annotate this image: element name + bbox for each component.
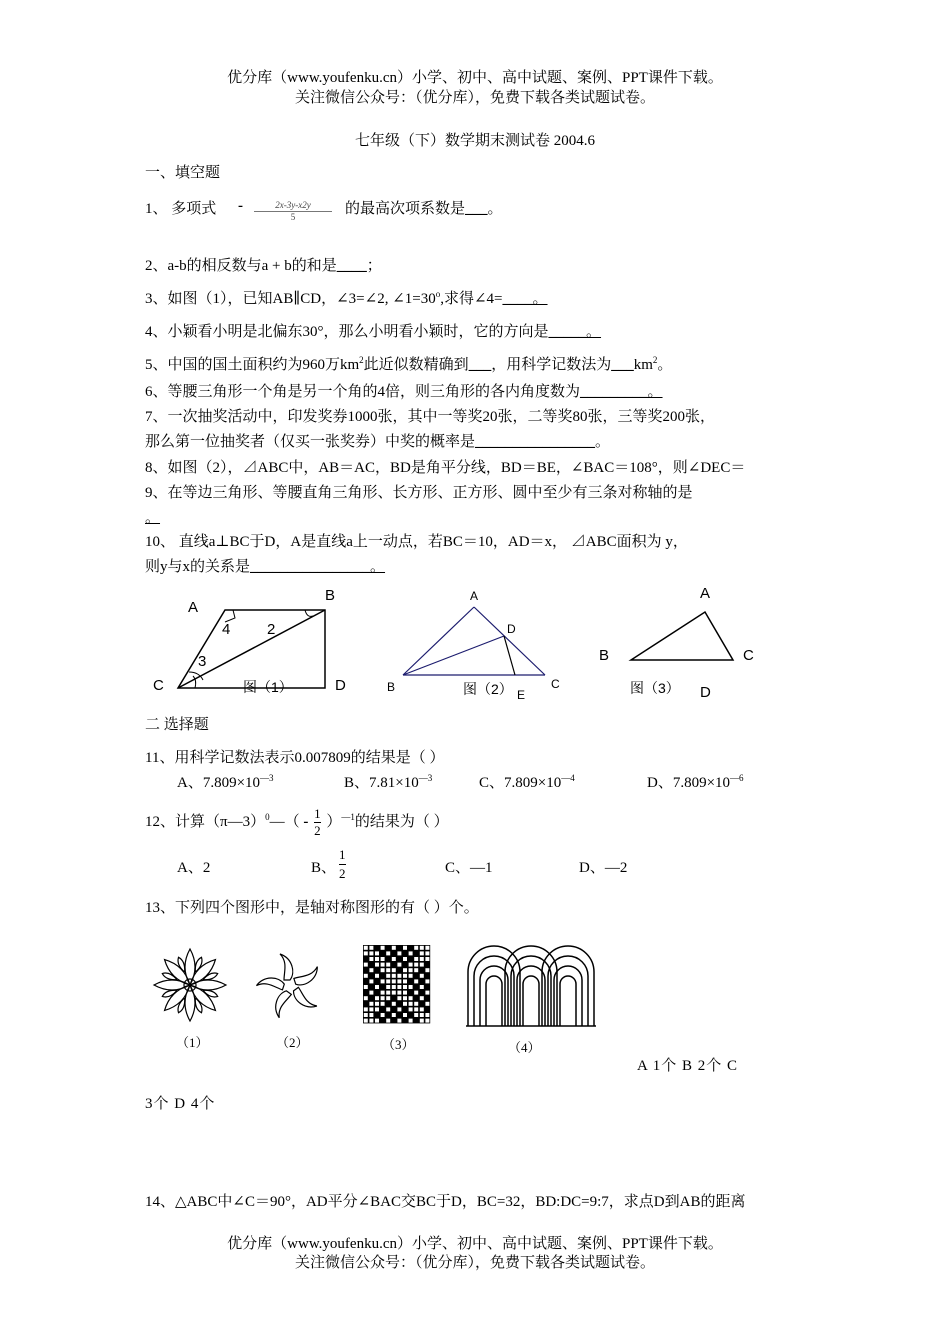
grid-cell [414, 946, 418, 950]
grid-cell [414, 957, 418, 961]
pinwheel-blade [280, 954, 293, 980]
q13-caption-1: （1） [176, 1035, 209, 1050]
fig2-label-B: B [387, 680, 396, 694]
grid-cell [392, 979, 396, 983]
figure-1 [145, 580, 365, 705]
grid-cell [403, 985, 407, 989]
grid-cell [369, 1013, 373, 1017]
grid-cell [414, 1007, 418, 1011]
grid-cell [425, 951, 429, 955]
question-2: 2、a-b的相反数与a + b的和是____； [145, 258, 382, 274]
grid-cell [409, 1007, 413, 1011]
grid-cell [369, 991, 373, 995]
q13-caption-4: （4） [508, 1040, 541, 1055]
fig3-label-C: C [743, 647, 754, 664]
arch-line [560, 976, 576, 1026]
fig1-label-D: D [335, 677, 346, 694]
grid-cell [364, 1013, 368, 1017]
grid-cell [414, 963, 418, 967]
grid-cell [369, 979, 373, 983]
header-line1: 优分库（www.youfenku.cn）小学、初中、高中试题、案例、PPT课件下载。 [227, 70, 723, 86]
fig2-side-AC [474, 607, 545, 675]
grid-cell [386, 991, 390, 995]
grid-cell [392, 968, 396, 972]
grid-cell [420, 974, 424, 978]
grid-cell [403, 1013, 407, 1017]
grid-cell [403, 991, 407, 995]
grid-cell [420, 1007, 424, 1011]
q12-option-a: A、2 [177, 860, 211, 876]
grid-cell [381, 963, 385, 967]
grid-cell [397, 1019, 401, 1023]
question-4: 4、小颖看小明是北偏东30°，那么小明看小颖时，它的方向是_____。 [145, 324, 602, 340]
fig1-angle2-mark [305, 610, 313, 616]
grid-cell [420, 951, 424, 955]
grid-cell [403, 946, 407, 950]
question-7-line1: 7、一次抽奖活动中，印发奖券1000张，其中一等奖20张，二等奖80张，三等奖200张， [145, 409, 716, 425]
question-8: 8、如图（2），⊿ABC中，AB＝AC，BD是角平分线，BD＝BE，∠BAC＝108°，则∠DEC＝ [145, 460, 746, 476]
q1-fraction: 2x-3y-x2y 5 [254, 200, 332, 222]
arch-line [468, 946, 520, 1026]
fig1-caption: 图（1） [243, 679, 293, 695]
grid-cell [409, 1019, 413, 1023]
grid-cell [364, 946, 368, 950]
grid-cell [369, 1019, 373, 1023]
section-choice: 二 选择题 [145, 717, 209, 733]
grid-cell [409, 996, 413, 1000]
grid-cell [420, 957, 424, 961]
question-7-line2: 那么第一位抽奖者（仅买一张奖券）中奖的概率是________________。 [145, 434, 611, 450]
q13-caption-2: （2） [276, 1035, 309, 1050]
grid-cell [425, 991, 429, 995]
grid-cell [397, 985, 401, 989]
footer-line1: 优分库（www.youfenku.cn）小学、初中、高中试题、案例、PPT课件下载。 [227, 1236, 723, 1252]
fig2-label-D: D [507, 622, 516, 636]
grid-cell [375, 974, 379, 978]
question-9-line2: 。 [145, 510, 161, 526]
grid-cell [409, 963, 413, 967]
grid-cell [403, 974, 407, 978]
grid-cell [425, 1013, 429, 1017]
fig2-label-E: E [517, 688, 526, 702]
q12-option-d: D、—2 [579, 860, 628, 876]
fig3-label-D: D [700, 684, 711, 701]
grid-cell [369, 968, 373, 972]
grid-cell [386, 968, 390, 972]
pinwheel-blade [256, 973, 285, 993]
grid-cell [403, 1002, 407, 1006]
grid-cell [425, 979, 429, 983]
grid-cell [381, 946, 385, 950]
pinwheel-blade [293, 967, 322, 987]
fig1-label-4: 4 [222, 621, 231, 638]
fig3-triangle [631, 612, 733, 660]
grid-cell [397, 991, 401, 995]
grid-cell [375, 1007, 379, 1011]
fig2-caption: 图（2） [463, 681, 513, 697]
q13-answers-line2: 3个 D 4个 [145, 1096, 216, 1112]
grid-cell [369, 1002, 373, 1006]
grid-cell [386, 1019, 390, 1023]
grid-cell [381, 1013, 385, 1017]
fig1-label-A: A [188, 599, 199, 616]
grid-cell [409, 1002, 413, 1006]
arch-line [517, 966, 545, 1026]
grid-background [363, 945, 430, 1023]
fig2-segment-DE [504, 636, 515, 675]
q13-figure-arches [466, 940, 596, 1030]
question-3: 3、如图（1），已知AB∥CD，∠3=∠2, $\angle 1=30^o$,求得∠4=____。 [145, 289, 548, 307]
grid-cell [381, 957, 385, 961]
q1-minus: - [238, 198, 243, 214]
q11-option-b: B、$7.81\times 10^{—3}$ [344, 773, 433, 791]
grid-cell [375, 951, 379, 955]
grid-cell [364, 951, 368, 955]
q12-option-b-fraction: 1 2 [339, 847, 346, 881]
grid-cell [409, 968, 413, 972]
q13-caption-3: （3） [382, 1037, 415, 1052]
grid-cell [381, 996, 385, 1000]
arch-line [505, 946, 557, 1026]
grid-cell [364, 985, 368, 989]
pinwheel-blade [269, 989, 295, 1018]
grid-cell [403, 968, 407, 972]
fig2-label-A: A [470, 589, 479, 603]
grid-cell [364, 1007, 368, 1011]
grid-cell [425, 968, 429, 972]
grid-cell [375, 985, 379, 989]
section-fill-in: 一、填空题 [145, 165, 221, 181]
grid-cell [414, 1013, 418, 1017]
fig2-side-AB [403, 607, 474, 675]
grid-cell [403, 957, 407, 961]
grid-cell [420, 996, 424, 1000]
q13-figure-grid-x [363, 945, 433, 1027]
arch-line [554, 966, 582, 1026]
grid-cell [381, 979, 385, 983]
footer-line2: 关注微信公众号：（优分库），免费下载各类试题试卷。 [294, 1255, 655, 1271]
grid-cell [420, 1013, 424, 1017]
grid-cell [381, 991, 385, 995]
question-6: 6、等腰三角形一个角是另一个角的4倍，则三角形的各内角度数为_________。 [145, 384, 663, 400]
q11-option-a: A、$7.809\times 10^{—3}$ [177, 773, 274, 791]
arch-line [523, 976, 539, 1026]
grid-cell [397, 974, 401, 978]
question-10-line1: 10、 直线a⊥BC于D，A是直线a上一动点，若BC＝10，AD＝x， ⊿ABC面积为 y， [145, 534, 688, 550]
grid-cell [392, 1002, 396, 1006]
grid-cell [397, 979, 401, 983]
q11-option-d: D、$7.809\times 10^{—6}$ [647, 773, 744, 791]
q13-answers-line1: A 1个 B 2个 C [637, 1058, 739, 1074]
grid-cell [397, 963, 401, 967]
grid-cell [420, 963, 424, 967]
grid-cell [381, 968, 385, 972]
grid-cell [386, 996, 390, 1000]
fig1-label-3: 3 [198, 653, 207, 670]
grid-cell [392, 1013, 396, 1017]
grid-cell [375, 1019, 379, 1023]
grid-cell [364, 1019, 368, 1023]
exam-title: 七年级（下）数学期末测试卷 2004.6 [354, 133, 595, 149]
grid-cell [420, 1019, 424, 1023]
grid-cell [420, 946, 424, 950]
question-10-line2: 则y与x的关系是________________。 [145, 559, 386, 575]
grid-cell [386, 963, 390, 967]
grid-cell [403, 996, 407, 1000]
grid-cell [425, 1019, 429, 1023]
grid-cell [392, 946, 396, 950]
grid-cell [414, 991, 418, 995]
question-11: 11、用科学记数法表示0.007809的结果是（ ） [145, 750, 445, 766]
fig1-label-B: B [325, 587, 336, 604]
fig3-label-B: B [599, 647, 610, 664]
grid-cell [364, 996, 368, 1000]
grid-cell [369, 957, 373, 961]
grid-cell [392, 974, 396, 978]
grid-cell [375, 996, 379, 1000]
fig3-label-A: A [700, 585, 711, 602]
grid-cell [386, 1007, 390, 1011]
grid-cell [409, 974, 413, 978]
figure-3 [595, 580, 775, 705]
grid-cell [386, 985, 390, 989]
question-5: 5、中国的国土面积约为960万$km^2$此近似数精确到___，用科学记数法为$\_\_\_km^2$。 [145, 355, 673, 373]
arch-line [542, 946, 594, 1026]
grid-cell [409, 985, 413, 989]
q12-option-b: B、 [311, 860, 337, 876]
q12-option-c: C、—1 [445, 860, 493, 876]
grid-cell [397, 1007, 401, 1011]
grid-cell [392, 991, 396, 995]
q13-figure-flower [150, 945, 230, 1025]
fig1-label-C: C [153, 677, 164, 694]
grid-cell [397, 951, 401, 955]
grid-cell [375, 1002, 379, 1006]
grid-cell [414, 1002, 418, 1006]
grid-cell [397, 996, 401, 1000]
grid-cell [381, 1002, 385, 1006]
grid-cell [425, 1002, 429, 1006]
grid-cell [420, 985, 424, 989]
grid-cell [386, 974, 390, 978]
grid-cell [369, 1007, 373, 1011]
fig2-label-C: C [551, 677, 560, 691]
fig1-angle1-mark [193, 676, 196, 688]
header-line2: 关注微信公众号：（优分库），免费下载各类试题试卷。 [294, 90, 655, 106]
grid-cell [369, 951, 373, 955]
grid-cell [386, 979, 390, 983]
question-1: 1、 多项式 [145, 201, 217, 217]
grid-cell [386, 951, 390, 955]
fig2-bisector-BD [403, 636, 504, 675]
grid-cell [425, 946, 429, 950]
question-14: 14、△ABC中∠C＝90°，AD平分∠BAC交BC于D，BC=32，BD:DC=9:7，求点D到AB的距离 [145, 1194, 746, 1210]
grid-cell [414, 968, 418, 972]
pinwheel-blade [291, 985, 317, 1014]
grid-cell [364, 974, 368, 978]
arch-line [480, 966, 508, 1026]
q1-tail: 的最高次项系数是___。 [345, 201, 503, 217]
grid-cell [414, 979, 418, 983]
grid-cell [369, 946, 373, 950]
grid-cell [403, 979, 407, 983]
figure-2 [385, 585, 570, 705]
grid-cell [375, 963, 379, 967]
q13-figure-pinwheel [255, 948, 325, 1028]
fig3-caption: 图（3） [630, 680, 680, 696]
grid-cell [375, 957, 379, 961]
question-12: 12、计算（π—3）$^0$—（ - $\frac{1}{2}$ ）$^{—1}$的结果为（ ） [145, 806, 449, 838]
grid-cell [392, 957, 396, 961]
question-13: 13、下列四个图形中，是轴对称图形的有（ ）个。 [145, 900, 479, 916]
grid-cell [409, 951, 413, 955]
arch-line [486, 976, 502, 1026]
q11-option-c: C、$7.809\times 10^{—4}$ [479, 773, 575, 791]
fig1-label-2: 2 [267, 621, 276, 638]
question-9-line1: 9、在等边三角形、等腰直角三角形、长方形、正方形、圆中至少有三条对称轴的是 [145, 485, 693, 501]
grid-cell [425, 957, 429, 961]
grid-cell [364, 963, 368, 967]
grid-cell [392, 985, 396, 989]
